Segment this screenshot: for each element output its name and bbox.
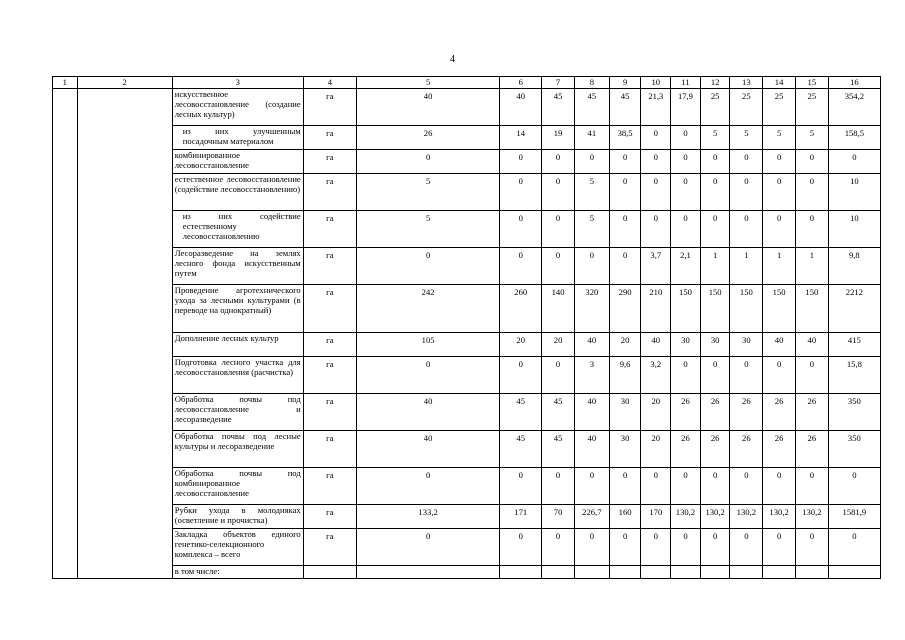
value-cell-col-13: 0 bbox=[730, 529, 763, 566]
column-header-9: 9 bbox=[609, 77, 641, 89]
value-cell-col-14: 0 bbox=[763, 357, 796, 394]
cell-col-2 bbox=[77, 211, 172, 248]
cell-col-2 bbox=[77, 529, 172, 566]
column-header-8: 8 bbox=[574, 77, 609, 89]
row-description: Проведение агротехнического ухода за лесными культурами (в переводе на однократный) bbox=[172, 285, 303, 333]
table-row bbox=[53, 505, 881, 529]
value-cell-col-6: 45 bbox=[500, 394, 542, 431]
value-cell-col-12: 0 bbox=[700, 468, 730, 505]
value-cell-col-6 bbox=[500, 566, 542, 579]
value-cell-col-8: 3 bbox=[574, 357, 609, 394]
column-header-1: 1 bbox=[53, 77, 78, 89]
value-cell-col-10: 3,7 bbox=[641, 248, 671, 285]
cell-col-2 bbox=[77, 394, 172, 431]
cell-col-1 bbox=[53, 333, 78, 357]
value-cell-col-7: 0 bbox=[542, 357, 575, 394]
row-description: Закладка объектов единого генетико-селекционного комплекса – всего bbox=[172, 529, 303, 566]
value-cell-col-9: 30 bbox=[609, 431, 641, 468]
value-cell-col-5: 133,2 bbox=[356, 505, 499, 529]
row-description: из них содействие естественному лесовосстановлению bbox=[172, 211, 303, 248]
value-cell-col-15: 130,2 bbox=[795, 505, 828, 529]
value-cell-col-8: 0 bbox=[574, 248, 609, 285]
table-row bbox=[53, 529, 881, 566]
column-header-6: 6 bbox=[500, 77, 542, 89]
value-cell-col-11: 0 bbox=[671, 174, 701, 211]
row-description: Подготовка лесного участка для лесовосстановления (расчистка) bbox=[172, 357, 303, 394]
value-cell-col-16: 350 bbox=[828, 394, 880, 431]
value-cell-col-15: 0 bbox=[795, 211, 828, 248]
value-cell-col-13: 0 bbox=[730, 174, 763, 211]
value-cell-col-8: 40 bbox=[574, 394, 609, 431]
cell-col-1 bbox=[53, 394, 78, 431]
cell-col-1 bbox=[53, 126, 78, 150]
value-cell-col-13: 0 bbox=[730, 357, 763, 394]
unit-cell: га bbox=[303, 89, 356, 126]
unit-cell: га bbox=[303, 468, 356, 505]
value-cell-col-16: 158,5 bbox=[828, 126, 880, 150]
value-cell-col-13: 150 bbox=[730, 285, 763, 333]
row-description: Рубки ухода в молодняках (осветление и прочистка) bbox=[172, 505, 303, 529]
value-cell-col-12: 0 bbox=[700, 150, 730, 174]
value-cell-col-15 bbox=[795, 566, 828, 579]
column-header-7: 7 bbox=[542, 77, 575, 89]
value-cell-col-12: 0 bbox=[700, 174, 730, 211]
value-cell-col-9: 160 bbox=[609, 505, 641, 529]
value-cell-col-15: 1 bbox=[795, 248, 828, 285]
value-cell-col-16: 0 bbox=[828, 468, 880, 505]
value-cell-col-14: 0 bbox=[763, 529, 796, 566]
value-cell-col-11: 0 bbox=[671, 468, 701, 505]
value-cell-col-5: 0 bbox=[356, 468, 499, 505]
unit-cell: га bbox=[303, 333, 356, 357]
value-cell-col-11: 17,9 bbox=[671, 89, 701, 126]
value-cell-col-7: 45 bbox=[542, 89, 575, 126]
value-cell-col-11: 0 bbox=[671, 150, 701, 174]
data-table bbox=[52, 76, 881, 579]
value-cell-col-11: 0 bbox=[671, 126, 701, 150]
value-cell-col-7: 0 bbox=[542, 150, 575, 174]
value-cell-col-9: 38,5 bbox=[609, 126, 641, 150]
cell-col-1 bbox=[53, 89, 78, 126]
value-cell-col-7: 45 bbox=[542, 394, 575, 431]
table-row bbox=[53, 468, 881, 505]
value-cell-col-5: 40 bbox=[356, 89, 499, 126]
value-cell-col-11: 30 bbox=[671, 333, 701, 357]
unit-cell: га bbox=[303, 431, 356, 468]
value-cell-col-8: 5 bbox=[574, 211, 609, 248]
value-cell-col-11: 0 bbox=[671, 529, 701, 566]
value-cell-col-9: 45 bbox=[609, 89, 641, 126]
cell-col-1 bbox=[53, 505, 78, 529]
cell-col-2 bbox=[77, 150, 172, 174]
value-cell-col-14: 0 bbox=[763, 468, 796, 505]
value-cell-col-10: 40 bbox=[641, 333, 671, 357]
value-cell-col-12: 1 bbox=[700, 248, 730, 285]
value-cell-col-5: 242 bbox=[356, 285, 499, 333]
value-cell-col-13: 0 bbox=[730, 468, 763, 505]
value-cell-col-11 bbox=[671, 566, 701, 579]
table-row bbox=[53, 89, 881, 126]
value-cell-col-8: 0 bbox=[574, 468, 609, 505]
value-cell-col-7: 0 bbox=[542, 211, 575, 248]
unit-cell: га bbox=[303, 126, 356, 150]
value-cell-col-10: 0 bbox=[641, 174, 671, 211]
cell-col-1 bbox=[53, 357, 78, 394]
row-description: естественное лесовосстановление (содействие лесовосстановлению) bbox=[172, 174, 303, 211]
value-cell-col-14: 130,2 bbox=[763, 505, 796, 529]
value-cell-col-7: 20 bbox=[542, 333, 575, 357]
value-cell-col-8: 320 bbox=[574, 285, 609, 333]
cell-col-1 bbox=[53, 174, 78, 211]
value-cell-col-10: 21,3 bbox=[641, 89, 671, 126]
cell-col-1 bbox=[53, 566, 78, 579]
value-cell-col-15: 0 bbox=[795, 174, 828, 211]
value-cell-col-14: 0 bbox=[763, 211, 796, 248]
value-cell-col-5: 0 bbox=[356, 248, 499, 285]
column-header-13: 13 bbox=[730, 77, 763, 89]
column-header-2: 2 bbox=[77, 77, 172, 89]
value-cell-col-10: 170 bbox=[641, 505, 671, 529]
value-cell-col-11: 26 bbox=[671, 394, 701, 431]
column-header-5: 5 bbox=[356, 77, 499, 89]
value-cell-col-6: 0 bbox=[500, 150, 542, 174]
table-row bbox=[53, 431, 881, 468]
row-description: Обработка почвы под комбинированное лесовосстановление bbox=[172, 468, 303, 505]
unit-cell: га bbox=[303, 285, 356, 333]
value-cell-col-9: 0 bbox=[609, 248, 641, 285]
column-header-3: 3 bbox=[172, 77, 303, 89]
value-cell-col-15: 0 bbox=[795, 357, 828, 394]
value-cell-col-6: 40 bbox=[500, 89, 542, 126]
value-cell-col-8 bbox=[574, 566, 609, 579]
column-header-12: 12 bbox=[700, 77, 730, 89]
cell-col-2 bbox=[77, 174, 172, 211]
value-cell-col-14: 26 bbox=[763, 431, 796, 468]
value-cell-col-9: 0 bbox=[609, 468, 641, 505]
value-cell-col-12: 30 bbox=[700, 333, 730, 357]
value-cell-col-15: 26 bbox=[795, 431, 828, 468]
value-cell-col-16 bbox=[828, 566, 880, 579]
value-cell-col-6: 14 bbox=[500, 126, 542, 150]
value-cell-col-16: 10 bbox=[828, 174, 880, 211]
value-cell-col-14: 0 bbox=[763, 150, 796, 174]
table-row bbox=[53, 126, 881, 150]
value-cell-col-12: 0 bbox=[700, 529, 730, 566]
value-cell-col-5: 40 bbox=[356, 394, 499, 431]
value-cell-col-5: 0 bbox=[356, 357, 499, 394]
value-cell-col-9: 9,6 bbox=[609, 357, 641, 394]
value-cell-col-15: 5 bbox=[795, 126, 828, 150]
cell-col-1 bbox=[53, 248, 78, 285]
value-cell-col-5: 26 bbox=[356, 126, 499, 150]
value-cell-col-7 bbox=[542, 566, 575, 579]
value-cell-col-13: 5 bbox=[730, 126, 763, 150]
value-cell-col-13: 130,2 bbox=[730, 505, 763, 529]
value-cell-col-8: 41 bbox=[574, 126, 609, 150]
value-cell-col-8: 226,7 bbox=[574, 505, 609, 529]
column-header-16: 16 bbox=[828, 77, 880, 89]
value-cell-col-14: 150 bbox=[763, 285, 796, 333]
value-cell-col-7: 0 bbox=[542, 248, 575, 285]
cell-col-1 bbox=[53, 529, 78, 566]
value-cell-col-5: 5 bbox=[356, 211, 499, 248]
cell-col-2 bbox=[77, 566, 172, 579]
value-cell-col-8: 0 bbox=[574, 150, 609, 174]
value-cell-col-9: 0 bbox=[609, 174, 641, 211]
cell-col-2 bbox=[77, 89, 172, 126]
unit-cell: га bbox=[303, 150, 356, 174]
value-cell-col-14: 1 bbox=[763, 248, 796, 285]
value-cell-col-16: 10 bbox=[828, 211, 880, 248]
value-cell-col-6: 0 bbox=[500, 248, 542, 285]
value-cell-col-14: 25 bbox=[763, 89, 796, 126]
table-row bbox=[53, 394, 881, 431]
value-cell-col-8: 40 bbox=[574, 431, 609, 468]
value-cell-col-10 bbox=[641, 566, 671, 579]
value-cell-col-6: 45 bbox=[500, 431, 542, 468]
value-cell-col-12: 0 bbox=[700, 357, 730, 394]
value-cell-col-16: 415 bbox=[828, 333, 880, 357]
value-cell-col-10: 0 bbox=[641, 529, 671, 566]
value-cell-col-6: 0 bbox=[500, 468, 542, 505]
value-cell-col-8: 5 bbox=[574, 174, 609, 211]
value-cell-col-9: 0 bbox=[609, 150, 641, 174]
unit-cell: га bbox=[303, 357, 356, 394]
column-header-10: 10 bbox=[641, 77, 671, 89]
value-cell-col-5 bbox=[356, 566, 499, 579]
value-cell-col-13: 25 bbox=[730, 89, 763, 126]
value-cell-col-12: 26 bbox=[700, 431, 730, 468]
value-cell-col-15: 0 bbox=[795, 529, 828, 566]
value-cell-col-15: 0 bbox=[795, 150, 828, 174]
page-number: 4 bbox=[450, 54, 455, 65]
table-row bbox=[53, 357, 881, 394]
table-row bbox=[53, 174, 881, 211]
value-cell-col-6: 171 bbox=[500, 505, 542, 529]
table-row bbox=[53, 211, 881, 248]
value-cell-col-8: 45 bbox=[574, 89, 609, 126]
value-cell-col-13: 26 bbox=[730, 394, 763, 431]
value-cell-col-13 bbox=[730, 566, 763, 579]
cell-col-2 bbox=[77, 285, 172, 333]
value-cell-col-10: 20 bbox=[641, 431, 671, 468]
value-cell-col-6: 0 bbox=[500, 211, 542, 248]
cell-col-2 bbox=[77, 248, 172, 285]
value-cell-col-5: 40 bbox=[356, 431, 499, 468]
value-cell-col-15: 0 bbox=[795, 468, 828, 505]
row-description: Дополнение лесных культур bbox=[172, 333, 303, 357]
value-cell-col-15: 25 bbox=[795, 89, 828, 126]
row-description: комбинированное лесовосстановление bbox=[172, 150, 303, 174]
header-row bbox=[53, 77, 881, 89]
value-cell-col-7: 0 bbox=[542, 174, 575, 211]
value-cell-col-16: 350 bbox=[828, 431, 880, 468]
table-body bbox=[53, 89, 881, 579]
value-cell-col-14: 26 bbox=[763, 394, 796, 431]
value-cell-col-6: 260 bbox=[500, 285, 542, 333]
table-row bbox=[53, 150, 881, 174]
value-cell-col-12: 5 bbox=[700, 126, 730, 150]
value-cell-col-7: 70 bbox=[542, 505, 575, 529]
value-cell-col-12: 150 bbox=[700, 285, 730, 333]
cell-col-1 bbox=[53, 468, 78, 505]
row-description: Обработка почвы под лесные культуры и лесоразведение bbox=[172, 431, 303, 468]
unit-cell: га bbox=[303, 248, 356, 285]
value-cell-col-13: 26 bbox=[730, 431, 763, 468]
table-row bbox=[53, 333, 881, 357]
value-cell-col-9: 0 bbox=[609, 529, 641, 566]
value-cell-col-10: 210 bbox=[641, 285, 671, 333]
cell-col-1 bbox=[53, 285, 78, 333]
row-description: искусственное лесовосстановление (создание лесных культур) bbox=[172, 89, 303, 126]
value-cell-col-9: 20 bbox=[609, 333, 641, 357]
value-cell-col-8: 0 bbox=[574, 529, 609, 566]
value-cell-col-16: 0 bbox=[828, 150, 880, 174]
value-cell-col-9: 30 bbox=[609, 394, 641, 431]
value-cell-col-7: 45 bbox=[542, 431, 575, 468]
value-cell-col-11: 150 bbox=[671, 285, 701, 333]
value-cell-col-13: 0 bbox=[730, 211, 763, 248]
cell-col-2 bbox=[77, 468, 172, 505]
unit-cell: га bbox=[303, 174, 356, 211]
value-cell-col-5: 5 bbox=[356, 174, 499, 211]
value-cell-col-5: 0 bbox=[356, 529, 499, 566]
value-cell-col-11: 0 bbox=[671, 357, 701, 394]
value-cell-col-12 bbox=[700, 566, 730, 579]
cell-col-2 bbox=[77, 126, 172, 150]
cell-col-1 bbox=[53, 211, 78, 248]
value-cell-col-16: 15,8 bbox=[828, 357, 880, 394]
value-cell-col-11: 130,2 bbox=[671, 505, 701, 529]
value-cell-col-16: 0 bbox=[828, 529, 880, 566]
unit-cell bbox=[303, 566, 356, 579]
value-cell-col-14: 40 bbox=[763, 333, 796, 357]
column-header-11: 11 bbox=[671, 77, 701, 89]
value-cell-col-13: 0 bbox=[730, 150, 763, 174]
value-cell-col-14: 0 bbox=[763, 174, 796, 211]
value-cell-col-12: 130,2 bbox=[700, 505, 730, 529]
value-cell-col-5: 105 bbox=[356, 333, 499, 357]
value-cell-col-5: 0 bbox=[356, 150, 499, 174]
value-cell-col-10: 3,2 bbox=[641, 357, 671, 394]
value-cell-col-7: 0 bbox=[542, 529, 575, 566]
unit-cell: га bbox=[303, 529, 356, 566]
unit-cell: га bbox=[303, 505, 356, 529]
value-cell-col-6: 20 bbox=[500, 333, 542, 357]
value-cell-col-16: 354,2 bbox=[828, 89, 880, 126]
value-cell-col-7: 140 bbox=[542, 285, 575, 333]
value-cell-col-16: 2212 bbox=[828, 285, 880, 333]
value-cell-col-16: 1581,9 bbox=[828, 505, 880, 529]
value-cell-col-15: 26 bbox=[795, 394, 828, 431]
cell-col-1 bbox=[53, 431, 78, 468]
unit-cell: га bbox=[303, 211, 356, 248]
value-cell-col-6: 0 bbox=[500, 529, 542, 566]
row-description: в том числе: bbox=[172, 566, 303, 579]
column-header-14: 14 bbox=[763, 77, 796, 89]
row-description: Обработка почвы под лесовосстановление и лесоразведение bbox=[172, 394, 303, 431]
value-cell-col-10: 0 bbox=[641, 211, 671, 248]
value-cell-col-12: 25 bbox=[700, 89, 730, 126]
forest-work-table bbox=[52, 76, 881, 579]
value-cell-col-15: 150 bbox=[795, 285, 828, 333]
value-cell-col-9 bbox=[609, 566, 641, 579]
value-cell-col-7: 0 bbox=[542, 468, 575, 505]
value-cell-col-6: 0 bbox=[500, 357, 542, 394]
table-row bbox=[53, 285, 881, 333]
column-header-15: 15 bbox=[795, 77, 828, 89]
value-cell-col-10: 0 bbox=[641, 150, 671, 174]
value-cell-col-10: 20 bbox=[641, 394, 671, 431]
row-description: из них улучшенным посадочным материалом bbox=[172, 126, 303, 150]
row-description: Лесоразведение на землях лесного фонда искусственным путем bbox=[172, 248, 303, 285]
cell-col-2 bbox=[77, 333, 172, 357]
value-cell-col-14 bbox=[763, 566, 796, 579]
value-cell-col-6: 0 bbox=[500, 174, 542, 211]
value-cell-col-9: 290 bbox=[609, 285, 641, 333]
cell-col-2 bbox=[77, 431, 172, 468]
unit-cell: га bbox=[303, 394, 356, 431]
value-cell-col-11: 2,1 bbox=[671, 248, 701, 285]
value-cell-col-16: 9,8 bbox=[828, 248, 880, 285]
value-cell-col-13: 1 bbox=[730, 248, 763, 285]
value-cell-col-13: 30 bbox=[730, 333, 763, 357]
value-cell-col-12: 0 bbox=[700, 211, 730, 248]
value-cell-col-7: 19 bbox=[542, 126, 575, 150]
value-cell-col-11: 26 bbox=[671, 431, 701, 468]
value-cell-col-14: 5 bbox=[763, 126, 796, 150]
cell-col-2 bbox=[77, 357, 172, 394]
table-row bbox=[53, 248, 881, 285]
value-cell-col-9: 0 bbox=[609, 211, 641, 248]
value-cell-col-11: 0 bbox=[671, 211, 701, 248]
value-cell-col-10: 0 bbox=[641, 468, 671, 505]
column-header-4: 4 bbox=[303, 77, 356, 89]
value-cell-col-12: 26 bbox=[700, 394, 730, 431]
cell-col-2 bbox=[77, 505, 172, 529]
table-row bbox=[53, 566, 881, 579]
cell-col-1 bbox=[53, 150, 78, 174]
value-cell-col-10: 0 bbox=[641, 126, 671, 150]
value-cell-col-8: 40 bbox=[574, 333, 609, 357]
value-cell-col-15: 40 bbox=[795, 333, 828, 357]
